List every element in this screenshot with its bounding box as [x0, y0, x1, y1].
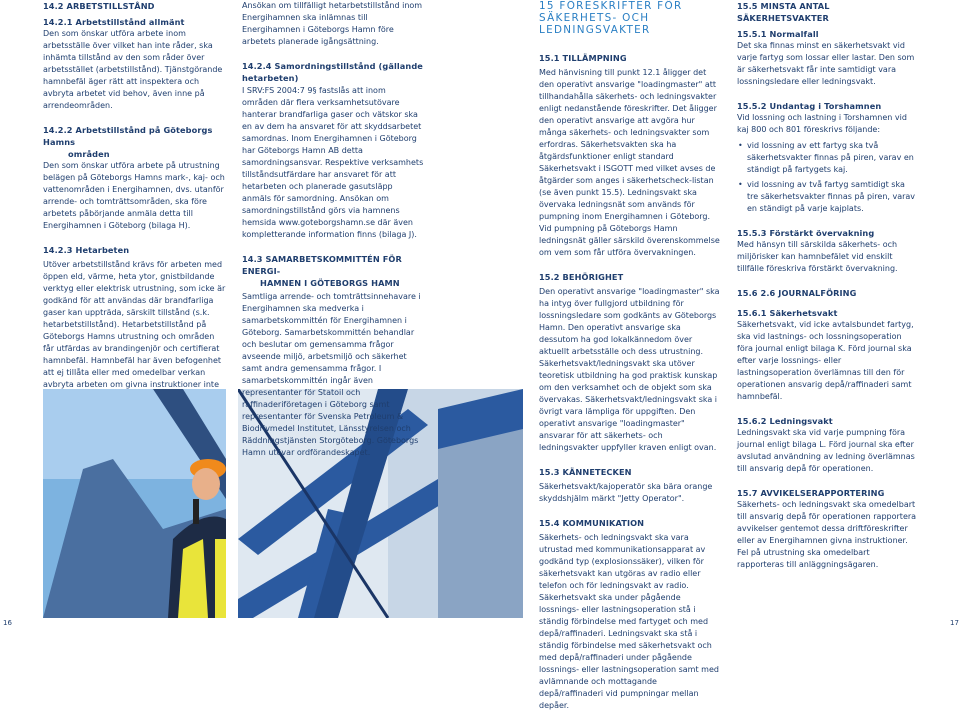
paragraph: Säkerhets- och ledningsvakt ska omedelbart till ansvarig depå för operationen rapportera avvikelser gentemot dessa driftföreskrifter eller av Energihamnen givna instruktioner. Fel på utrustning ska omedelbart rapporteras till anläggningsägaren.	[737, 500, 917, 569]
page-number-left: 16	[3, 619, 12, 627]
paragraph: Vid lossning och lastning i Torshamnen vid kaj 800 och 801 föreskrivs följande:	[737, 113, 907, 134]
heading-15-2: 15.2 BEHÖRIGHET	[539, 272, 624, 282]
paragraph: I SRV:FS 2004:7 9§ fastslås att inom områden där flera verksamhetsutövare hanterar brandfarliga gaser och vätskor ska en av dem ha ansvaret för att skyddsarbetet samordnas. Inom Energihamnen i Göteborg har Göteborgs Hamn AB detta samordningsansvar. Respektive verksamhets tillståndsutfärdare har ansvaret för att hetarbeten och planerade gasutsläpp anmäls för samordning. Ansökan om samordningstillstånd görs via hamnens hemsida www.goteborgshamn.se där även kompletterande information finns (bilaga J).	[242, 86, 424, 239]
column-2	[242, 0, 424, 471]
paragraph: Den som önskar utföra arbete på utrustning belägen på Göteborgs Hamns mark-, kaj- och vattenområden i Energihamnen, dvs. utanför arrende- och tomträttsområden, ska före arbetets påbörjande anmäla detta till Energihamnen i Göteborg (bilaga H).	[43, 161, 225, 230]
heading-15-4: 15.4 KOMMUNIKATION	[539, 518, 645, 528]
heading-15-1: 15.1 TILLÄMPNING	[539, 53, 627, 63]
heading-14-2-4: 14.2.4 Samordningstillstånd (gällande hetarbeten)	[242, 61, 423, 83]
heading-14-2-2: 14.2.2 Arbetstillstånd på Göteborgs Hamns	[43, 125, 213, 147]
paragraph: Med hänvisning till punkt 12.1 åligger det den operativt ansvarige "loadingmaster" att tillhandahålla säkerhets- och ledningsvakter enligt nedanstående föreskrifter. Det åligger den operativt ansvarige att avgöra hur många säkerhets- och ledningsvakter som erfordras. Säkerhetsvakten ska ha åtgärdsfunktioner enligt standard Säkerhetsvakt i ISGOTT med vilket avses de åtgärder som anges i säkerhetscheck-listan (se även punkt 15.5). Ledningsvakt ska övervaka ledningsnät som används för pumpning inom Energihamnen i Göteborg. Vid pumpning på Göteborgs Hamn ledningsnät gäller särskild överenskommelse om vem som får utföra övervakningen.	[539, 68, 720, 257]
worker-photo-image	[43, 389, 226, 618]
heading-14-3-cont: HAMNEN I GÖTEBORGS HAMN	[260, 278, 400, 288]
paragraph: Det ska finnas minst en säkerhetsvakt vid varje fartyg som lossar eller lastar. Den som är säkerhetsvakt får inte samtidigt vara lossningsledare eller ledningsvakt.	[737, 41, 915, 86]
heading-15-6-2: 15.6.2 Ledningsvakt	[737, 416, 833, 426]
page-number-right: 17	[950, 619, 959, 627]
paragraph: Den som önskar utföra arbete inom arbetsställe över vilket han inte råder, ska inhämta tillstånd av den som råder över arbetsstället (arbetstillstånd). Tjänstgörande hamnbefäl äger rätt att inspektera och avbryta arbetet vid behov, även inne på arrendeområden.	[43, 29, 223, 110]
paragraph: Säkerhetsvakt/kajoperatör ska bära orange skyddshjälm märkt "Jetty Operator".	[539, 482, 713, 503]
paragraph: Samtliga arrende- och tomträttsinnehavare i Energihamnen ska medverka i samarbetskommittén för Energihamnen i Göteborg. Samarbetskommittén behandlar och beslutar om gemensamma frågor avseende miljö, arbetsmiljö och säkerhet samt andra gemensamma frågor. I samarbetskommittén ingår även representanter för Statoil och raffinaderiföretagen i Göteborg samt representanter för Svenska Petroleum & Biodrivmedel Institutet, Länsstyrelsen och Räddningstjänsten Storgöteborg. Göteborgs Hamn utövar ordförandeskapet.	[242, 292, 421, 457]
paragraph: Ansökan om tillfälligt hetarbetstillstånd inom Energihamnen ska inlämnas till Energihamnen i Göteborgs Hamn före arbetets planerade igångsättning.	[242, 1, 423, 46]
column-4	[737, 0, 917, 583]
column-3	[539, 0, 720, 724]
bullet-item: • vid lossning av två fartyg samtidigt ska tre säkerhetsvakter finnas på piren, varav en ständigt på varje kajplats.	[737, 179, 917, 215]
heading-14-2-3: 14.2.3 Hetarbeten	[43, 245, 130, 255]
heading-15-5-3: 15.5.3 Förstärkt övervakning	[737, 228, 875, 238]
chapter-heading-15: 15 FÖRESKRIFTER FÖR SÄKERHETS- OCH LEDNINGSVAKTER	[539, 0, 683, 36]
paragraph: Säkerhetsvakt, vid icke avtalsbundet fartyg, ska vid lastnings- och lossningsoperation föra journal enligt bilaga K. Förd journal ska efter varje lossnings- eller lastningsoperation överlämnas till den för operationen ansvarig depå/raffinaderi samt hamnbefäl.	[737, 320, 914, 401]
heading-14-3: 14.3 SAMARBETSKOMMITTÉN FÖR ENERGI-	[242, 254, 402, 276]
paragraph: Utöver arbetstillstånd krävs för arbeten med öppen eld, värme, heta ytor, gnistbildande verktyg eller elektrisk utrustning, som icke är godkänd för att användas där brandfarliga gaser kan uppträda, särskilt tillstånd (s.k. hetarbetstillstånd). Hetarbetstillstånd på Göteborgs Hamns utrustning och områden får utfärdas av brandingenjör och certifierat hamnbefäl. Hamnbefäl har även befogenhet att ej tillåta eller med omedelbar verkan avbryta arbeten om givna instruktioner inte	[43, 260, 226, 389]
heading-14-2-1: 14.2.1 Arbetstillstånd allmänt	[43, 17, 185, 27]
heading-15-5-2: 15.5.2 Undantag i Torshamnen	[737, 101, 882, 111]
worker-photo	[43, 389, 226, 618]
heading-15-5-1: 15.5.1 Normalfall	[737, 29, 819, 39]
heading-14-2: 14.2 ARBETSTILLSTÅND	[43, 1, 155, 11]
paragraph: Med hänsyn till särskilda säkerhets- och miljörisker kan hamnbefälet vid enskilt tillfälle föreskriva förstärkt övervakning.	[737, 240, 898, 273]
paragraph: Ledningsvakt ska vid varje pumpning föra journal enligt bilaga L. Förd journal ska efter avslutad användning av ledning överlämnas till ansvarig depå för operationen.	[737, 428, 915, 473]
heading-15-6-1: 15.6.1 Säkerhetsvakt	[737, 308, 838, 318]
heading-15-5: 15.5 MINSTA ANTAL SÄKERHETSVAKTER	[737, 1, 830, 23]
heading-15-3: 15.3 KÄNNETECKEN	[539, 467, 632, 477]
bullet-item: • vid lossning av ett fartyg ska två säkerhetsvakter finnas på piren, varav en ständigt på fartygets kaj.	[737, 140, 917, 176]
paragraph: Säkerhets- och ledningsvakt ska vara utrustad med kommunikationsapparat av godkänd typ (explosionssäker), vilken för säkerhetsvakt kan utgöras av radio eller telefon och för ledningsvakt av radio. Säkerhetsvakt ska under pågående lossnings- eller lastningsoperation stå i ständig förbindelse med fartyget och med depå/raffinaderi. Ledningsvakt ska stå i ständig förbindelse med säkerhetsvakt och med depå/raffinaderi under pågående lossnings- eller lastningsoperation samt med avlämnande och mottagande depå/raffinaderi vid pumpningar mellan depåer.	[539, 533, 719, 710]
paragraph: Den operativt ansvarige "loadingmaster" ska ha intyg över fullgjord utbildning för lossningsledare som godkänts av Göteborgs Hamn. Den operativt ansvarige ska dessutom ha god lokalkännedom över aktuellt arbetsställe och dess utrustning. Säkerhetsvakt/ledningsvakt ska utöver teoretisk utbildning ha god praktisk kunskap om den verksamhet och de objekt som ska övervakas. Säkerhetsvakt/ledningsvakt ska i övrigt vara lämpliga för uppgiften. Den operativt ansvarige "loadingmaster" ansvarar för att säkerhets- och ledningsvakter uppfyller kraven enligt ovan.	[539, 287, 720, 452]
heading-15-6: 15.6 2.6 JOURNALFÖRING	[737, 288, 857, 298]
heading-14-2-2-cont: områden	[68, 149, 110, 159]
heading-15-7: 15.7 AVVIKELSERAPPORTERING	[737, 488, 885, 498]
